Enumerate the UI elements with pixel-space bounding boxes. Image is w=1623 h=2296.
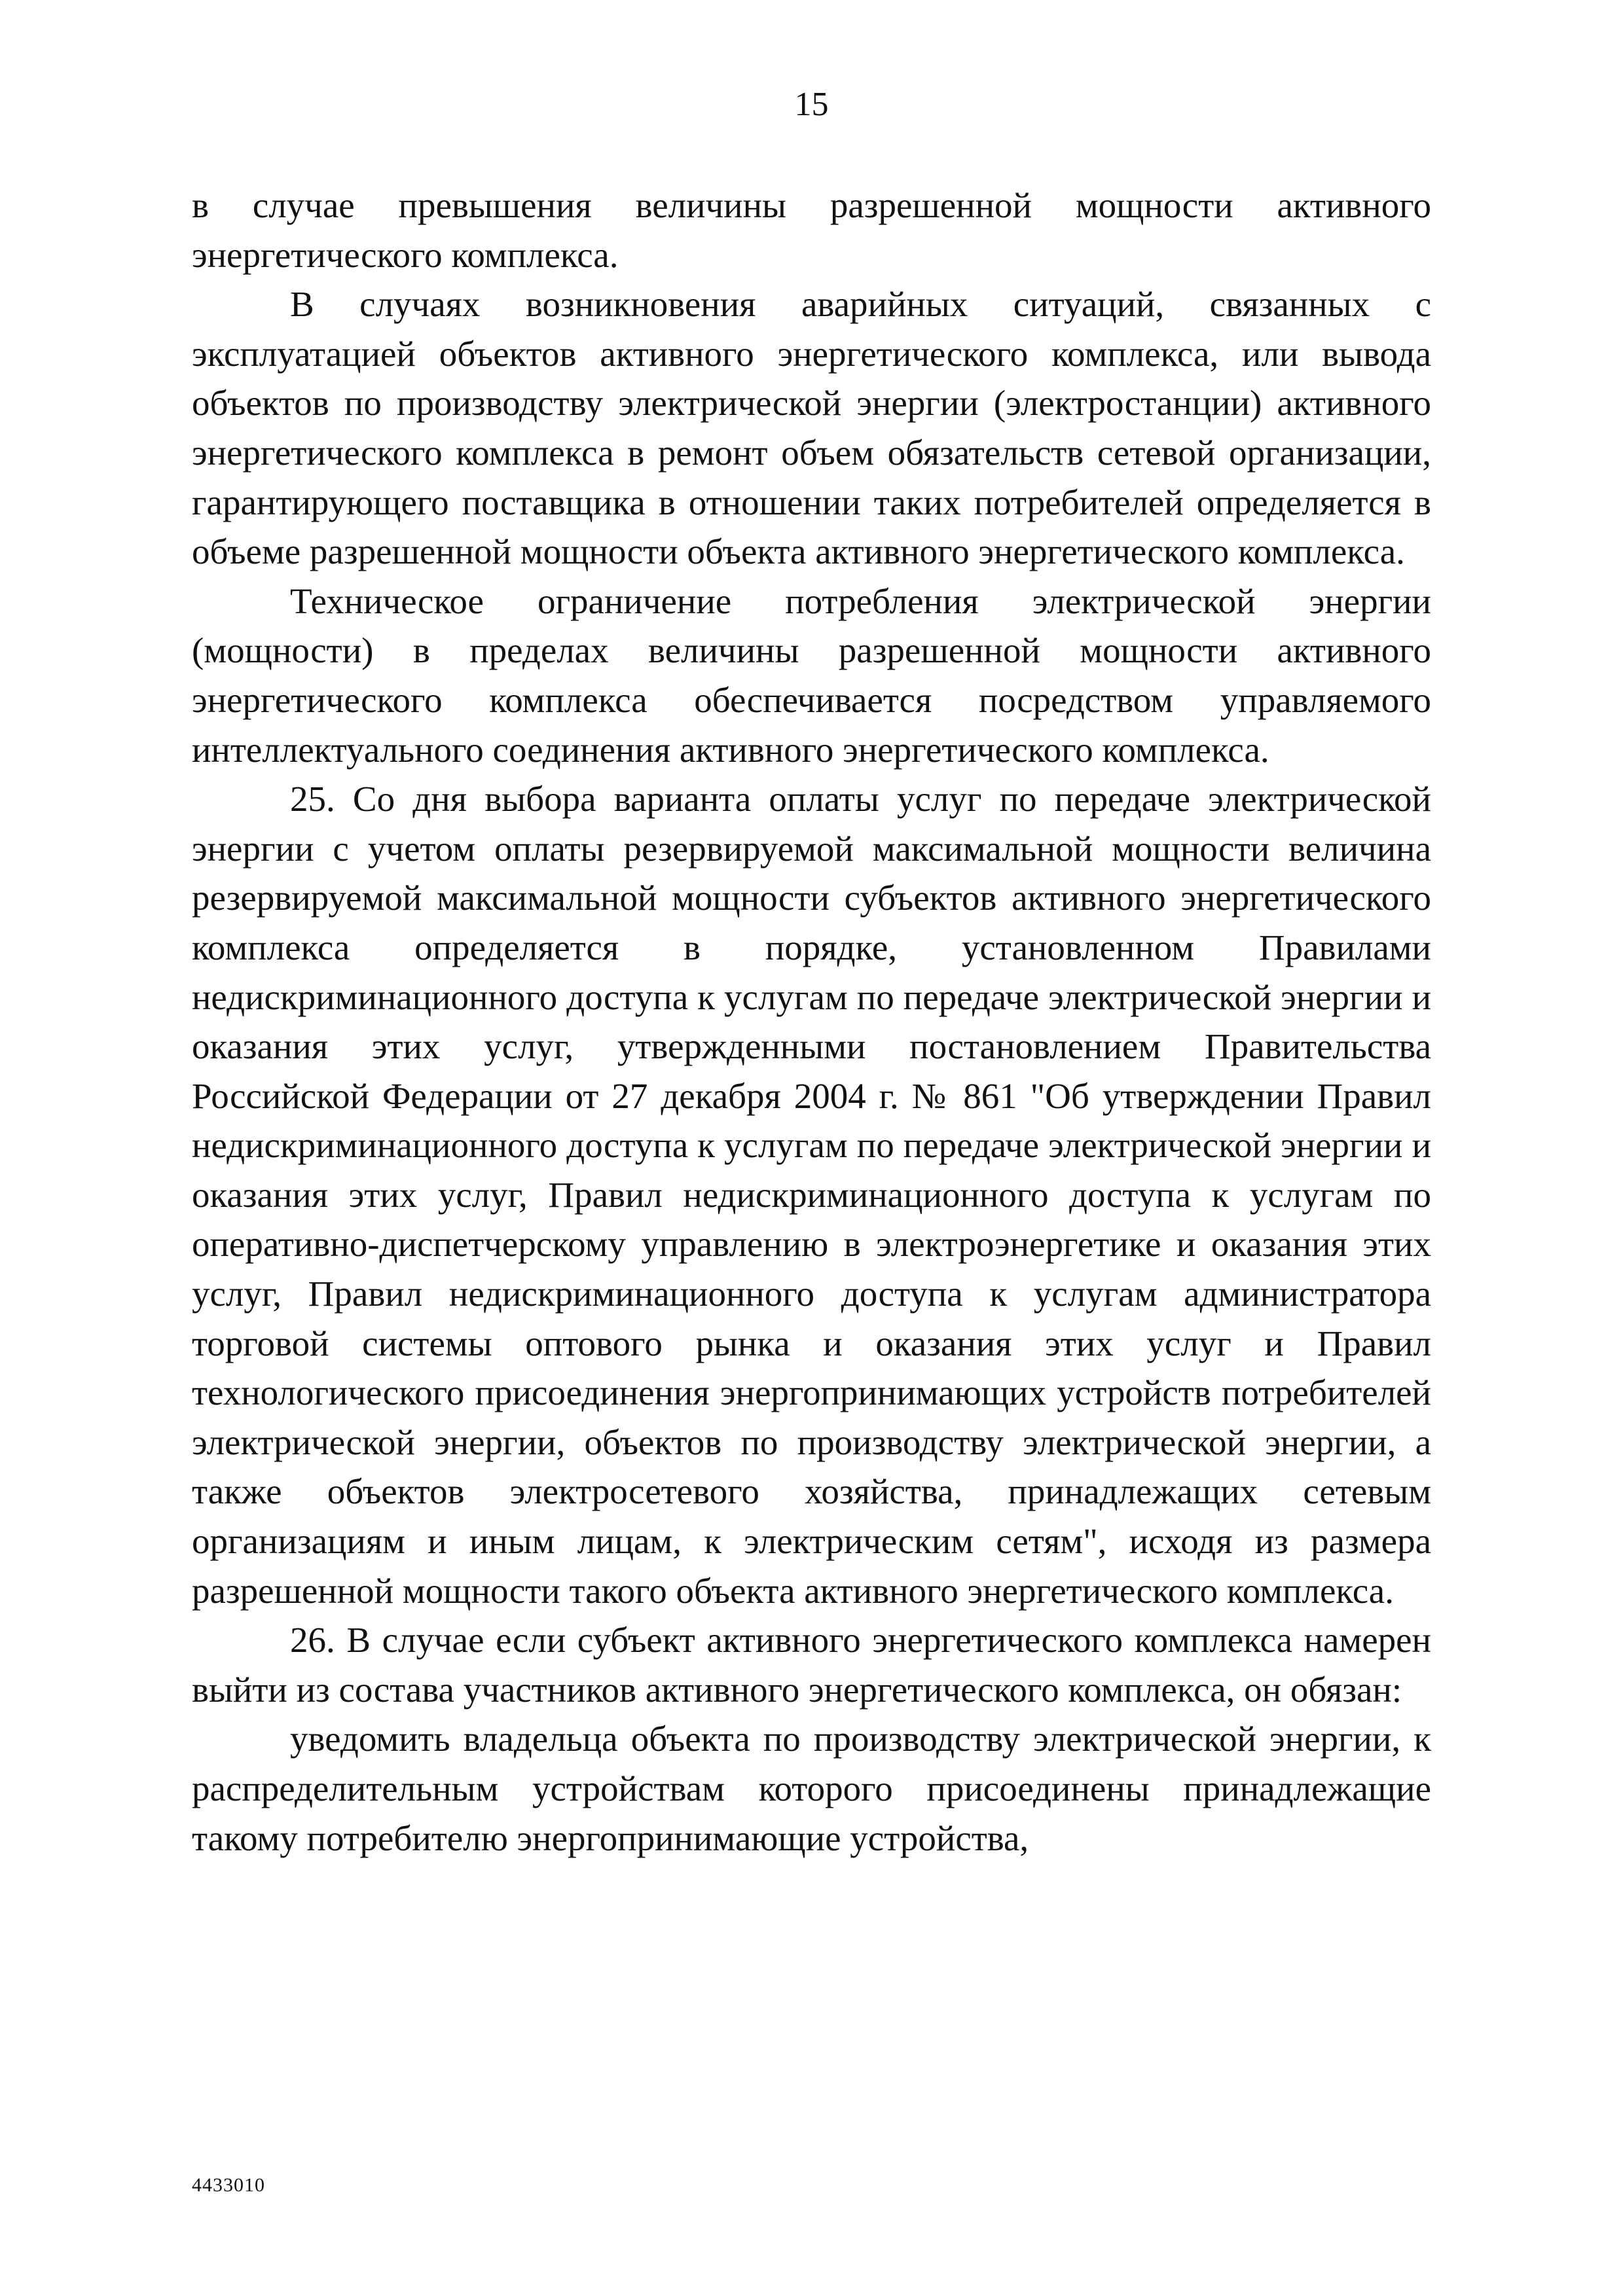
document-body <box>192 181 1431 1863</box>
paragraph-technical-limitation: Техническое ограничение потребления электрической энергии (мощности) в пределах величины разрешенной мощности активного энергетического комплекса обеспечивается посредством управляемого интеллектуального соединения активного энергетического комплекса. <box>192 581 1431 770</box>
paragraph-continuation: в случае превышения величины разрешенной мощности активного энергетического комплекса. <box>192 185 1431 275</box>
document-code: 4433010 <box>192 2174 265 2196</box>
paragraph-emergency-situations: В случаях возникновения аварийных ситуаций, связанных с эксплуатацией объектов активного энергетического комплекса, или вывода объектов по производству электрической энергии (электростанции) активного энергетического комплекса в ремонт объем обязательств сетевой организации, гарантирующего поставщика в отношении таких потребителей определяется в объеме разрешенной мощности объекта активного энергетического комплекса. <box>192 284 1431 572</box>
page-number: 15 <box>794 86 829 123</box>
paragraph-clause-25: 25. Со дня выбора варианта оплаты услуг по передаче электрической энергии с учетом оплаты резервируемой максимальной мощности величина резервируемой максимальной мощности субъектов активного энергетического комплекса определяется в порядке, установленном Правилами недискриминационного доступа к услугам по передаче электрической энергии и оказания этих услуг, утвержденными постановлением Правительства Российской Федерации от 27 декабря 2004 г. № 861 "Об утверждении Правил недискриминационного доступа к услугам по передаче электрической энергии и оказания этих услуг, Правил недискриминационного доступа к услугам по оперативно-диспетчерскому управлению в электроэнергетике и оказания этих услуг, Правил недискриминационного доступа к услугам администратора торговой системы оптового рынка и оказания этих услуг и Правил технологического присоединения энергопринимающих устройств потребителей электрической энергии, объектов по производству электрической энергии, а также объектов электросетевого хозяйства, принадлежащих сетевым организациям и иным лицам, к электрическим сетям", исходя из размера разрешенной мощности такого объекта активного энергетического комплекса. <box>192 779 1431 1611</box>
paragraph-clause-26: 26. В случае если субъект активного энергетического комплекса намерен выйти из состава участников активного энергетического комплекса, он обязан: <box>192 1620 1431 1710</box>
paragraph-notify-owner: уведомить владельца объекта по производству электрической энергии, к распределительным устройствам которого присоединены принадлежащие такому потребителю энергопринимающие устройства, <box>192 1719 1431 1858</box>
